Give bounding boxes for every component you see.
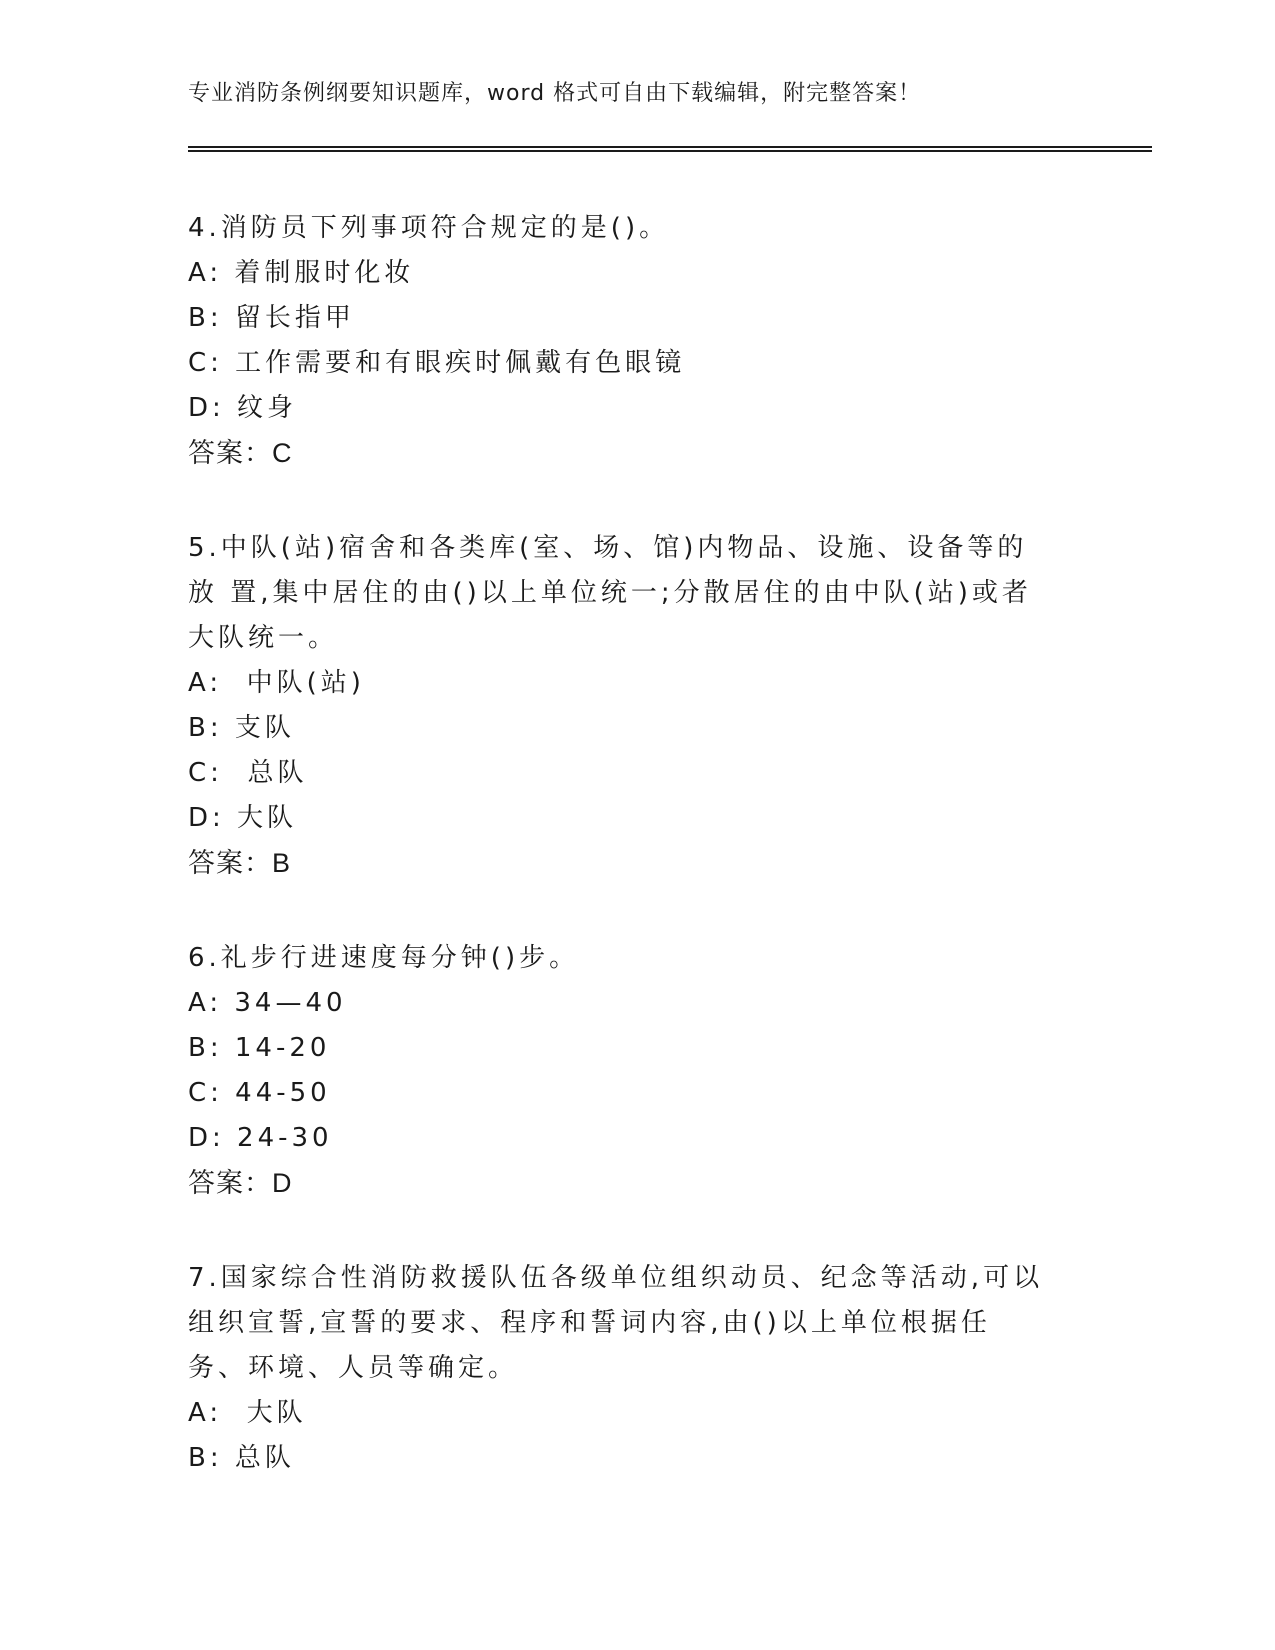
question-6	[188, 936, 1088, 1206]
option-d: D: 纹身	[188, 393, 298, 423]
question-stem: 6.礼步行进速度每分钟()步。	[188, 943, 580, 973]
answer-line: 答案：C	[188, 438, 293, 468]
header-double-rule	[188, 146, 1152, 152]
option-b: B: 总队	[188, 1443, 295, 1473]
answer-line: 答案：B	[188, 848, 292, 878]
option-a: A: 着制服时化妆	[188, 258, 415, 288]
option-d: D: 大队	[188, 803, 298, 833]
option-c: C: 44-50	[188, 1078, 331, 1108]
option-a: A: 中队(站)	[188, 668, 365, 698]
option-a: A: 34—40	[188, 988, 347, 1018]
option-b: B: 14-20	[188, 1033, 331, 1063]
option-b: B: 留长指甲	[188, 303, 355, 333]
question-stem: 7.国家综合性消防救援队伍各级单位组织动员、纪念等活动,可以组织宣誓,宣誓的要求、程序和誓词内容,由()以上单位根据任务、环境、人员等确定。	[188, 1263, 1044, 1383]
question-5	[188, 526, 1088, 886]
question-4	[188, 206, 1088, 476]
option-b: B: 支队	[188, 713, 295, 743]
answer-line: 答案：D	[188, 1168, 293, 1198]
document-header: 专业消防条例纲要知识题库，word 格式可自由下载编辑，附完整答案！	[188, 81, 922, 106]
option-a: A: 大队	[188, 1398, 307, 1428]
question-stem: 4.消防员下列事项符合规定的是()。	[188, 213, 670, 243]
option-c: C: 工作需要和有眼疾时佩戴有色眼镜	[188, 348, 686, 378]
option-d: D: 24-30	[188, 1123, 333, 1153]
option-c: C: 总队	[188, 758, 308, 788]
question-7	[188, 1256, 1088, 1481]
question-list	[188, 206, 1088, 1531]
question-stem: 5.中队(站)宿舍和各类库(室、场、馆)内物品、设施、设备等的放 置,集中居住的由()以上单位统一;分散居住的由中队(站)或者大队统一。	[188, 533, 1032, 653]
